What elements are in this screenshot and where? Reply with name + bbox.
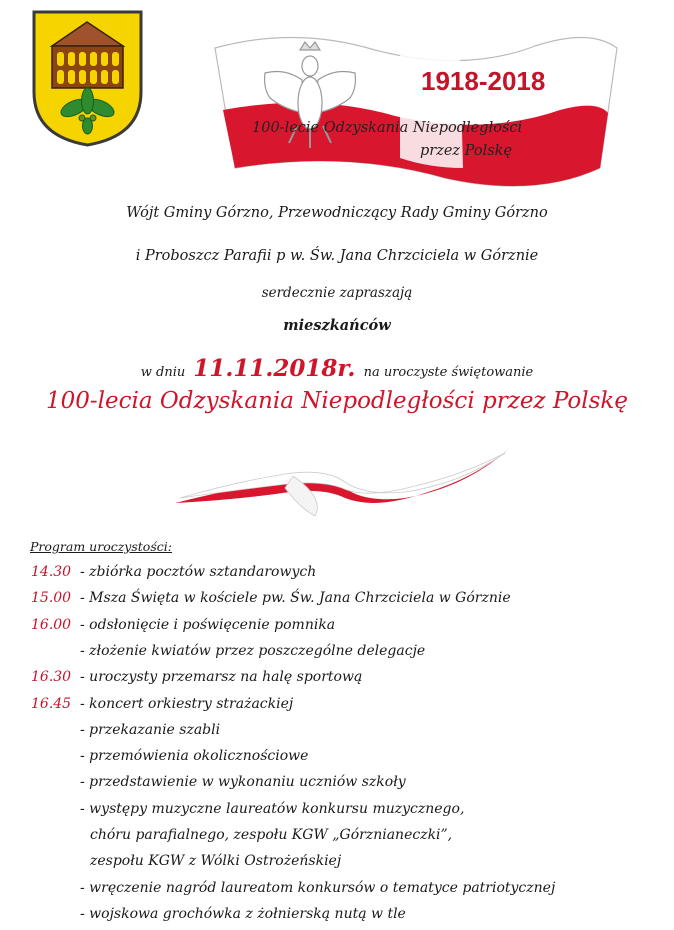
program-item: - koncert orkiestry strażackiej: [80, 696, 294, 712]
program-time: 14.30: [31, 564, 72, 580]
program-time: 15.00: [31, 590, 72, 606]
program-item: - przemówienia okolicznościowe: [80, 748, 309, 764]
coat-of-arms: [30, 8, 145, 148]
invitation-line2: i Proboszcz Parafii p w. Św. Jana Chrzciciela w Górznie: [135, 248, 539, 264]
program-item: - zbiórka pocztów sztandarowych: [80, 564, 317, 580]
invitation-line1: Wójt Gminy Górzno, Przewodniczący Rady Gminy Górzno: [126, 205, 548, 221]
program-item: - przedstawienie w wykonaniu uczniów szkoły: [80, 774, 406, 790]
program-item: chóru parafialnego, zespołu KGW „Górznianeczki”,: [90, 827, 453, 843]
program-item: - przekazanie szabli: [80, 722, 221, 738]
polish-flag: [205, 18, 625, 208]
program-item: - wojskowa grochówka z żołnierską nutą w tle: [80, 906, 406, 922]
banner-title-line1: 100-lecie Odzyskania Niepodległości: [252, 120, 523, 136]
program-item: - Msza Święta w kościele pw. Św. Jana Chrzciciela w Górznie: [80, 590, 511, 606]
invitation-audience: mieszkańców: [283, 317, 391, 334]
banner-title-line2: przez Polskę: [420, 143, 513, 159]
program-item: zespołu KGW z Wólki Ostrożeńskiej: [90, 853, 342, 869]
anniversary-years: 1918-2018: [421, 66, 546, 96]
event-date: 11.11.2018r.: [193, 355, 356, 382]
date-line: [0, 355, 674, 382]
program-time: 16.00: [31, 617, 72, 633]
program-time: 16.30: [31, 669, 72, 685]
date-suffix: na uroczyste świętowanie: [363, 365, 534, 380]
event-headline: 100-lecia Odzyskania Niepodległości przez Polskę: [46, 388, 628, 414]
date-prefix: w dniu: [140, 365, 186, 380]
flag-ribbon: [175, 448, 510, 518]
program-item: - uroczysty przemarsz na halę sportową: [80, 669, 363, 685]
program-time: 16.45: [31, 696, 72, 712]
program-label: Program uroczystości:: [30, 539, 172, 554]
program-item: - odsłonięcie i poświęcenie pomnika: [80, 617, 336, 633]
program-item: - wręczenie nagród laureatom konkursów o tematyce patriotycznej: [80, 880, 556, 896]
program-item: - występy muzyczne laureatów konkursu muzycznego,: [80, 801, 465, 817]
program-item: - złożenie kwiatów przez poszczególne delegacje: [80, 643, 426, 659]
invitation-line3: serdecznie zapraszają: [261, 285, 413, 301]
